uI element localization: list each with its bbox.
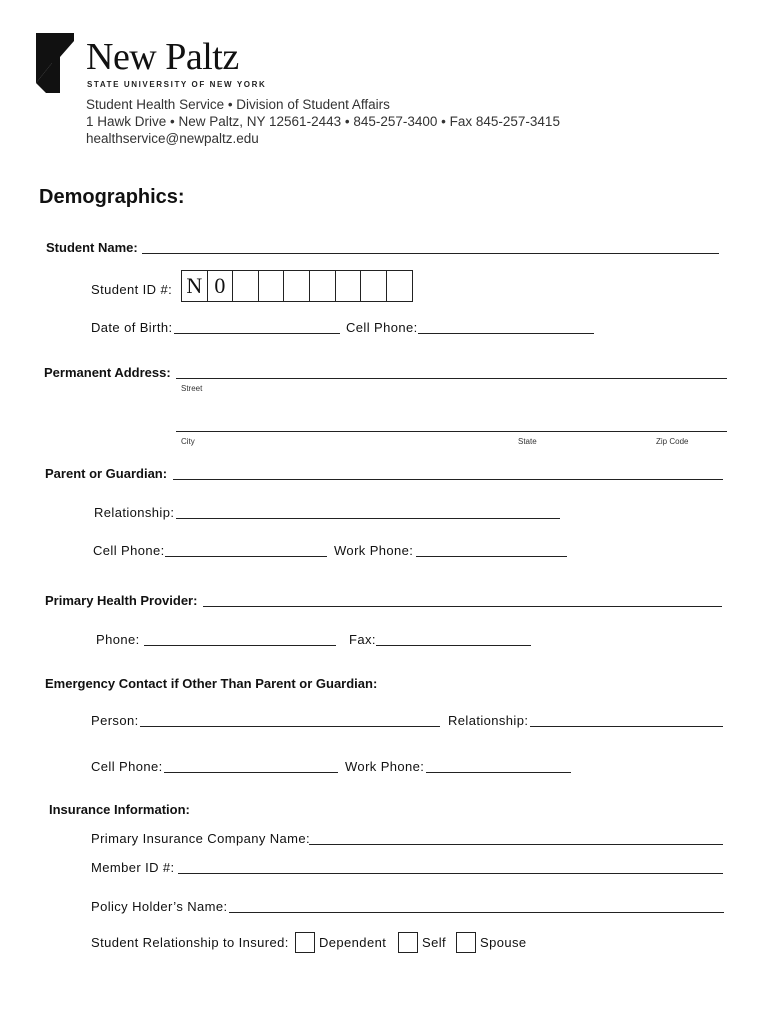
header-email: healthservice@newpaltz.edu [86,131,259,146]
provider-fax-label: Fax: [349,632,376,647]
brand-name: New Paltz [86,36,239,78]
dependent-label: Dependent [319,935,387,950]
guardian-work-label: Work Phone: [334,543,414,558]
cell-phone-field[interactable] [418,333,594,334]
guardian-work-field[interactable] [416,556,567,557]
insurance-company-label: Primary Insurance Company Name: [91,831,311,846]
new-paltz-logo-mark [36,33,76,93]
guardian-cell-label: Cell Phone: [93,543,165,558]
emergency-relationship-label: Relationship: [448,713,529,728]
student-id-grid [181,270,413,302]
dependent-checkbox[interactable] [295,932,315,953]
guardian-relationship-field[interactable] [176,518,560,519]
student-id-cell[interactable] [387,271,413,301]
student-id-cell[interactable] [233,271,259,301]
street-field[interactable] [176,378,727,379]
brand-subtitle: STATE UNIVERSITY OF NEW YORK [87,80,267,89]
emergency-person-label: Person: [91,713,139,728]
provider-phone-field[interactable] [144,645,336,646]
parent-guardian-field[interactable] [173,479,723,480]
member-id-field[interactable] [178,873,723,874]
page-title: Demographics: [39,186,185,208]
student-id-cell[interactable] [284,271,310,301]
cell-phone-label: Cell Phone: [346,320,418,335]
self-label: Self [422,935,447,950]
self-checkbox[interactable] [398,932,418,953]
header-line-2: 1 Hawk Drive • New Paltz, NY 12561-2443 • 845-257-3400 • Fax 845-257-3415 [86,114,560,129]
student-id-cell[interactable] [361,271,387,301]
guardian-relationship-label: Relationship: [94,505,175,520]
student-id-cell[interactable]: 0 [208,271,234,301]
primary-provider-field[interactable] [203,606,722,607]
emergency-work-label: Work Phone: [345,759,425,774]
parent-guardian-label: Parent or Guardian: [45,466,168,481]
provider-phone-label: Phone: [96,632,140,647]
insurance-company-field[interactable] [309,844,723,845]
member-id-label: Member ID #: [91,860,175,875]
emergency-work-field[interactable] [426,772,571,773]
emergency-cell-field[interactable] [164,772,338,773]
emergency-person-field[interactable] [140,726,440,727]
primary-provider-label: Primary Health Provider: [45,593,198,608]
student-name-label: Student Name: [46,240,138,255]
permanent-address-label: Permanent Address: [44,365,171,380]
student-id-cell[interactable]: N [182,271,208,301]
provider-fax-field[interactable] [376,645,531,646]
street-caption: Street [181,384,203,393]
student-id-cell[interactable] [336,271,362,301]
student-name-field[interactable] [142,253,719,254]
state-caption: State [518,437,537,446]
insurance-info-label: Insurance Information: [49,802,190,817]
emergency-relationship-field[interactable] [530,726,723,727]
dob-field[interactable] [174,333,340,334]
spouse-checkbox[interactable] [456,932,476,953]
student-id-label: Student ID #: [91,282,173,297]
relationship-insured-label: Student Relationship to Insured: [91,935,289,950]
student-id-cell[interactable] [259,271,285,301]
spouse-label: Spouse [480,935,527,950]
zip-caption: Zip Code [656,437,689,446]
emergency-cell-label: Cell Phone: [91,759,163,774]
header-line-1: Student Health Service • Division of Student Affairs [86,97,390,112]
policy-holder-label: Policy Holder’s Name: [91,899,228,914]
policy-holder-field[interactable] [229,912,724,913]
guardian-cell-field[interactable] [165,556,327,557]
city-state-zip-field[interactable] [176,431,727,432]
city-caption: City [181,437,195,446]
student-id-cell[interactable] [310,271,336,301]
dob-label: Date of Birth: [91,320,173,335]
emergency-contact-label: Emergency Contact if Other Than Parent or Guardian: [45,676,378,691]
